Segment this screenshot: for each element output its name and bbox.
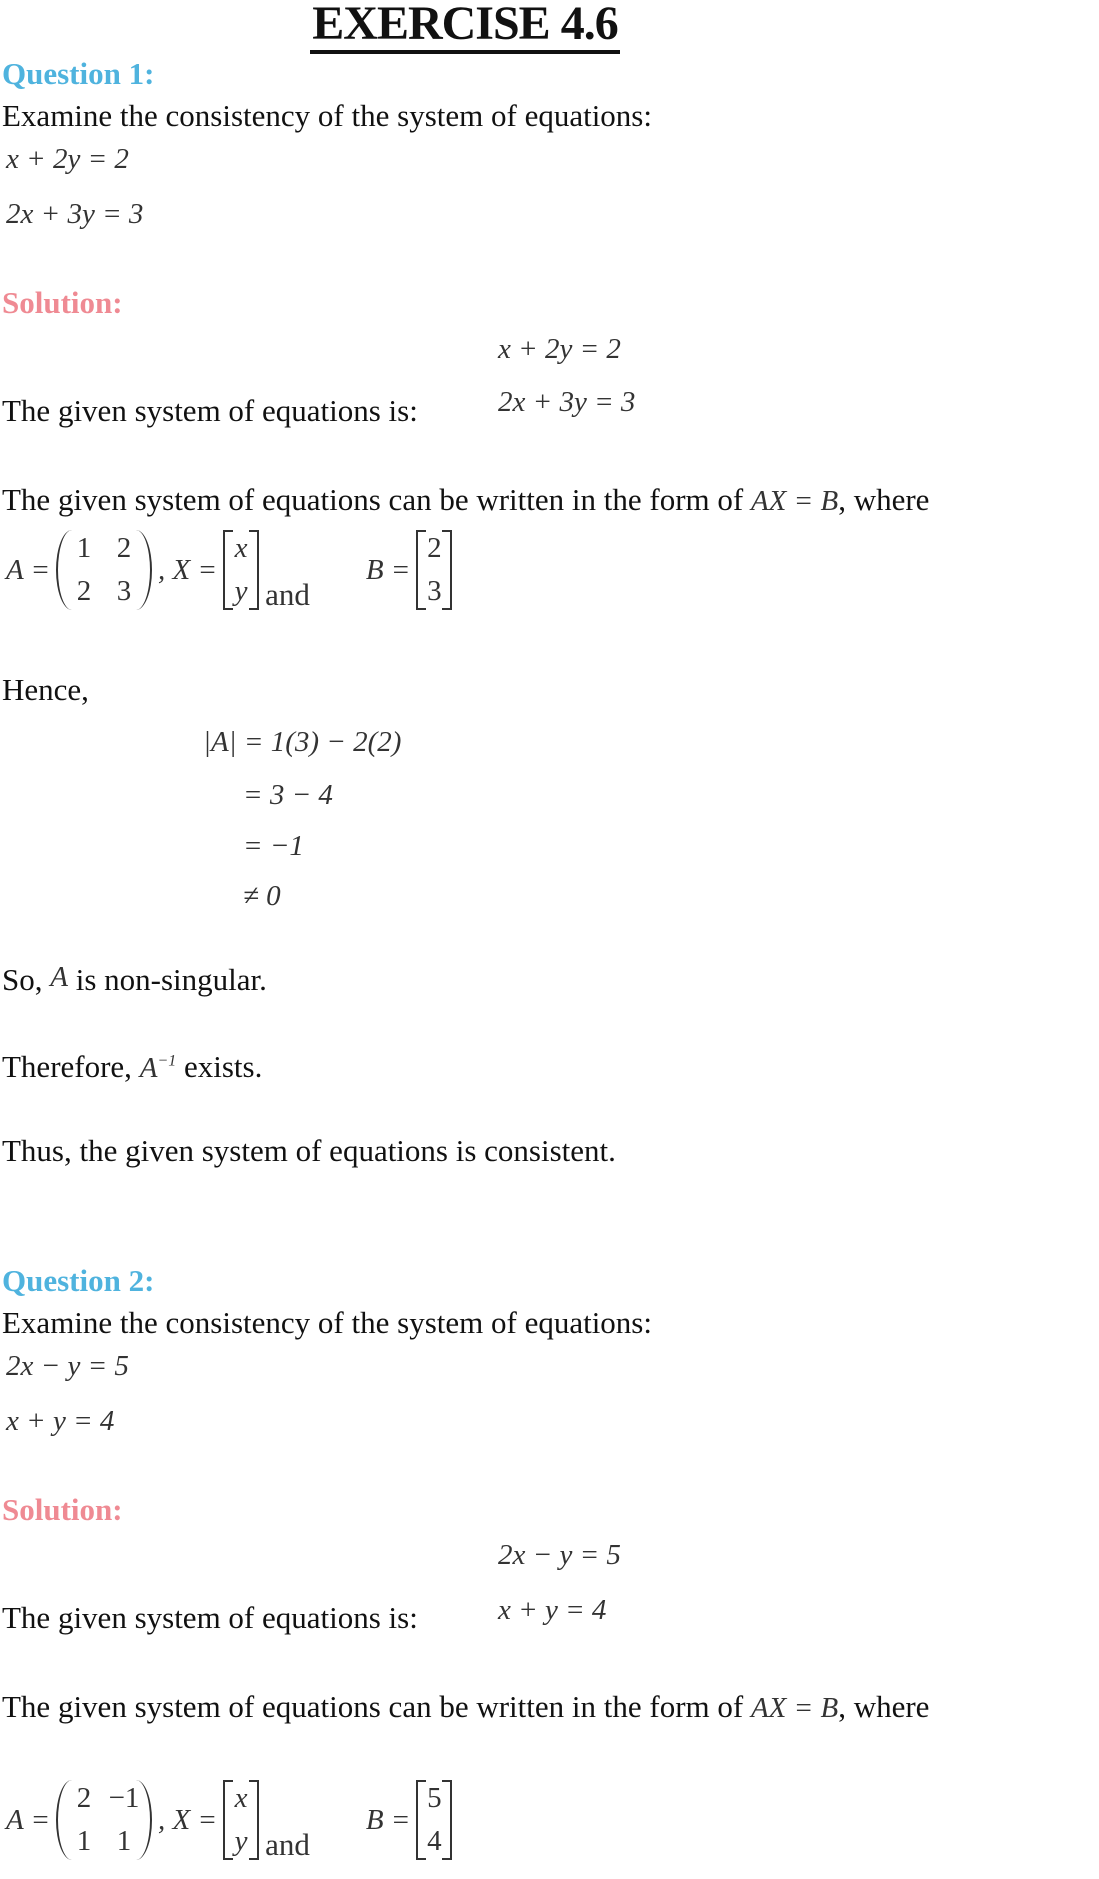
matrix-a: 1 2 2 3 bbox=[56, 530, 152, 610]
solution-2-matrices: A = 2 −1 1 1 , X = x y and B = 5 4 bbox=[6, 1780, 452, 1860]
non-singular-line: So, A is non-singular. bbox=[2, 961, 267, 997]
question-2-equation-1: 2x − y = 5 bbox=[6, 1350, 129, 1382]
solution-2-given-text: The given system of equations is: bbox=[2, 1600, 418, 1635]
question-2-prompt: Examine the consistency of the system of equations: bbox=[2, 1305, 652, 1340]
matrix-b: 5 4 bbox=[416, 1780, 452, 1860]
matrix-b: 2 3 bbox=[416, 530, 452, 610]
determinant-step-4: ≠ 0 bbox=[243, 880, 281, 912]
matrix-x: x y bbox=[223, 1780, 259, 1860]
question-2-equation-2: x + y = 4 bbox=[6, 1405, 115, 1437]
question-1-prompt: Examine the consistency of the system of equations: bbox=[2, 98, 652, 133]
solution-1-given-eq-2: 2x + 3y = 3 bbox=[498, 386, 636, 418]
solution-2-given-eq-1: 2x − y = 5 bbox=[498, 1539, 621, 1571]
solution-2-form-line: The given system of equations can be written in the form of AX = B, where bbox=[2, 1689, 930, 1724]
question-2-label: Question 2: bbox=[2, 1263, 155, 1298]
question-1-equation-1: x + 2y = 2 bbox=[6, 143, 129, 175]
solution-2-label: Solution: bbox=[2, 1492, 123, 1527]
solution-2-given-eq-2: x + y = 4 bbox=[498, 1594, 607, 1626]
question-1-equation-2: 2x + 3y = 3 bbox=[6, 198, 144, 230]
matrix-a: 2 −1 1 1 bbox=[56, 1780, 152, 1860]
solution-1-label: Solution: bbox=[2, 285, 123, 320]
solution-1-form-line: The given system of equations can be written in the form of AX = B, where bbox=[2, 482, 930, 517]
solution-1-given-text: The given system of equations is: bbox=[2, 393, 418, 428]
determinant-step-2: = 3 − 4 bbox=[243, 779, 333, 811]
hence-label: Hence, bbox=[2, 672, 89, 707]
inverse-exists-line: Therefore, $A^{-1}$ exists. bbox=[2, 1049, 263, 1084]
conclusion-1: Thus, the given system of equations is consistent. bbox=[2, 1133, 616, 1168]
matrix-x: x y bbox=[223, 530, 259, 610]
determinant-step-1: |A| = 1(3) − 2(2) bbox=[203, 726, 402, 758]
solution-1-given-eq-1: x + 2y = 2 bbox=[498, 333, 621, 365]
exercise-title: EXERCISE 4.6 bbox=[0, 0, 930, 48]
question-1-label: Question 1: bbox=[2, 56, 155, 91]
solution-1-matrices: A = 1 2 2 3 , X = x y and B = 2 3 bbox=[6, 530, 452, 610]
form-equation: AX = B bbox=[750, 485, 839, 517]
determinant-step-3: = −1 bbox=[243, 830, 304, 862]
form-equation: AX = B bbox=[750, 1692, 839, 1724]
